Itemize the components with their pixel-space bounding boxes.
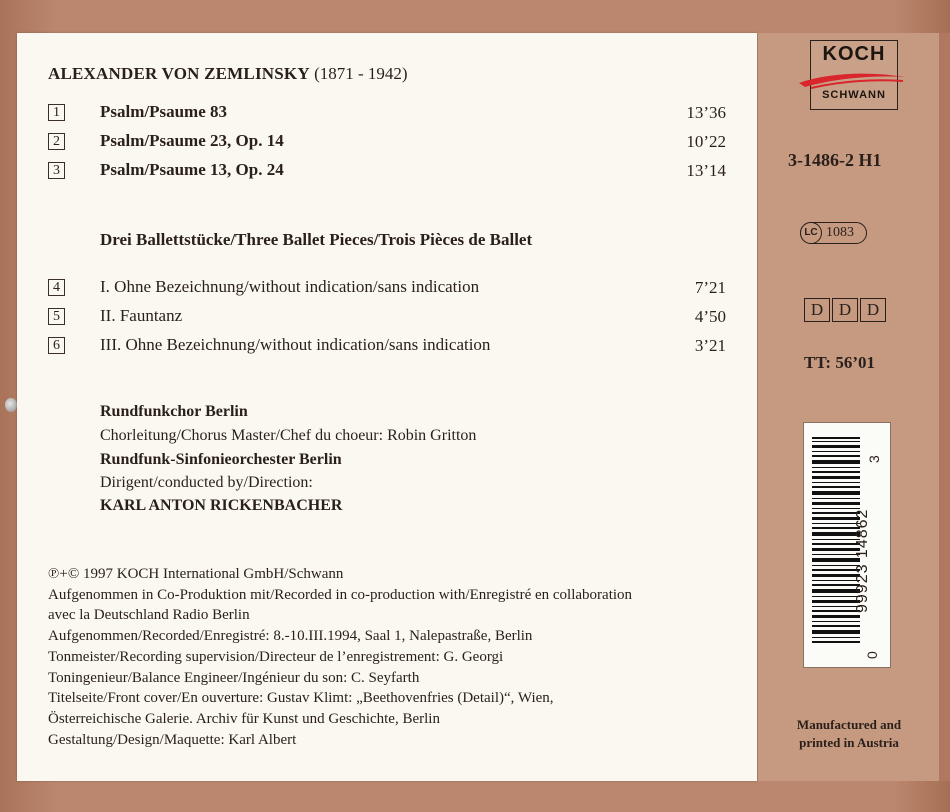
manufactured-note: Manufactured and printed in Austria	[796, 717, 902, 750]
total-time: TT: 56’01	[804, 353, 875, 372]
credit-line: Gestaltung/Design/Maquette: Karl Albert	[48, 732, 297, 748]
spars-letter: D	[832, 298, 858, 322]
barcode-bars-icon	[812, 429, 860, 659]
orchestra-name: Rundfunk-Sinfonieorchester Berlin	[100, 451, 342, 468]
lc-number: 1083	[826, 225, 854, 240]
lc-logo-icon: LC	[800, 222, 822, 244]
track-number-box: 6	[48, 337, 65, 354]
spars-letter: D	[860, 298, 886, 322]
credit-line: Österreichische Galerie. Archiv für Kunst und Geschichte, Berlin	[48, 711, 440, 727]
spine-panel	[757, 33, 940, 781]
track-duration: 10’22	[686, 132, 726, 151]
track-number-box: 1	[48, 104, 65, 121]
conductor-name: KARL ANTON RICKENBACHER	[100, 497, 343, 514]
copyright-line: ℗+© 1997 KOCH International GmbH/Schwann	[48, 566, 344, 582]
track-title: III. Ohne Bezeichnung/without indication/sans indication	[100, 335, 491, 354]
koch-schwann-logo	[810, 40, 898, 110]
credit-line: Aufgenommen/Recorded/Enregistré: 8.-10.III.1994, Saal 1, Nalepastraße, Berlin	[48, 628, 533, 644]
credit-line: Tonmeister/Recording supervision/Directeur de l’enregistrement: G. Georgi	[48, 649, 504, 665]
conductor-label: Dirigent/conducted by/Direction:	[100, 474, 313, 491]
track-duration: 13’36	[686, 103, 726, 122]
logo-koch-text: KOCH	[822, 43, 886, 65]
track-title: Psalm/Psaume 23, Op. 14	[100, 131, 284, 150]
track-duration: 4’50	[694, 307, 726, 326]
spars-code	[804, 298, 888, 322]
label-code	[800, 222, 867, 244]
logo-swoosh-icon	[797, 69, 909, 91]
barcode	[803, 422, 891, 668]
spars-letter: D	[804, 298, 830, 322]
logo-schwann-text: SCHWANN	[822, 89, 886, 101]
track-duration: 7’21	[694, 278, 726, 297]
barcode-digits: 99923 14862	[854, 508, 871, 613]
catalog-number: 3-1486-2 H1	[788, 150, 882, 170]
composer-years: (1871 - 1942)	[314, 64, 408, 83]
case-edge	[939, 33, 950, 781]
barcode-lead-digit: 0	[864, 651, 880, 659]
track-duration: 13’14	[686, 161, 726, 180]
chorus-master: Chorleitung/Chorus Master/Chef du choeur: Robin Gritton	[100, 427, 477, 444]
ballet-heading: Drei Ballettstücke/Three Ballet Pieces/Trois Pièces de Ballet	[100, 230, 533, 249]
track-title: I. Ohne Bezeichnung/without indication/sans indication	[100, 277, 480, 296]
credit-line: Toningenieur/Balance Engineer/Ingénieur du son: C. Seyfarth	[48, 670, 420, 686]
case-hinge-dot	[5, 398, 17, 412]
track-duration: 3’21	[694, 336, 726, 355]
credit-line: Aufgenommen in Co-Produktion mit/Recorded in co-production with/Enregistré en collaboration	[48, 587, 633, 603]
credit-line: Titelseite/Front cover/En ouverture: Gustav Klimt: „Beethovenfries (Detail)“, Wien,	[48, 690, 554, 706]
track-title: Psalm/Psaume 13, Op. 24	[100, 160, 284, 179]
track-number-box: 5	[48, 308, 65, 325]
composer-name: ALEXANDER VON ZEMLINSKY	[48, 64, 310, 83]
track-number-box: 4	[48, 279, 65, 296]
barcode-check-digit: 3	[866, 455, 882, 463]
track-title: Psalm/Psaume 83	[100, 102, 228, 121]
track-number-box: 3	[48, 162, 65, 179]
track-title: II. Fauntanz	[100, 306, 183, 325]
track-number-box: 2	[48, 133, 65, 150]
composer-heading	[48, 64, 408, 84]
choir-name: Rundfunkchor Berlin	[100, 403, 248, 420]
credit-line: avec la Deutschland Radio Berlin	[48, 607, 250, 623]
